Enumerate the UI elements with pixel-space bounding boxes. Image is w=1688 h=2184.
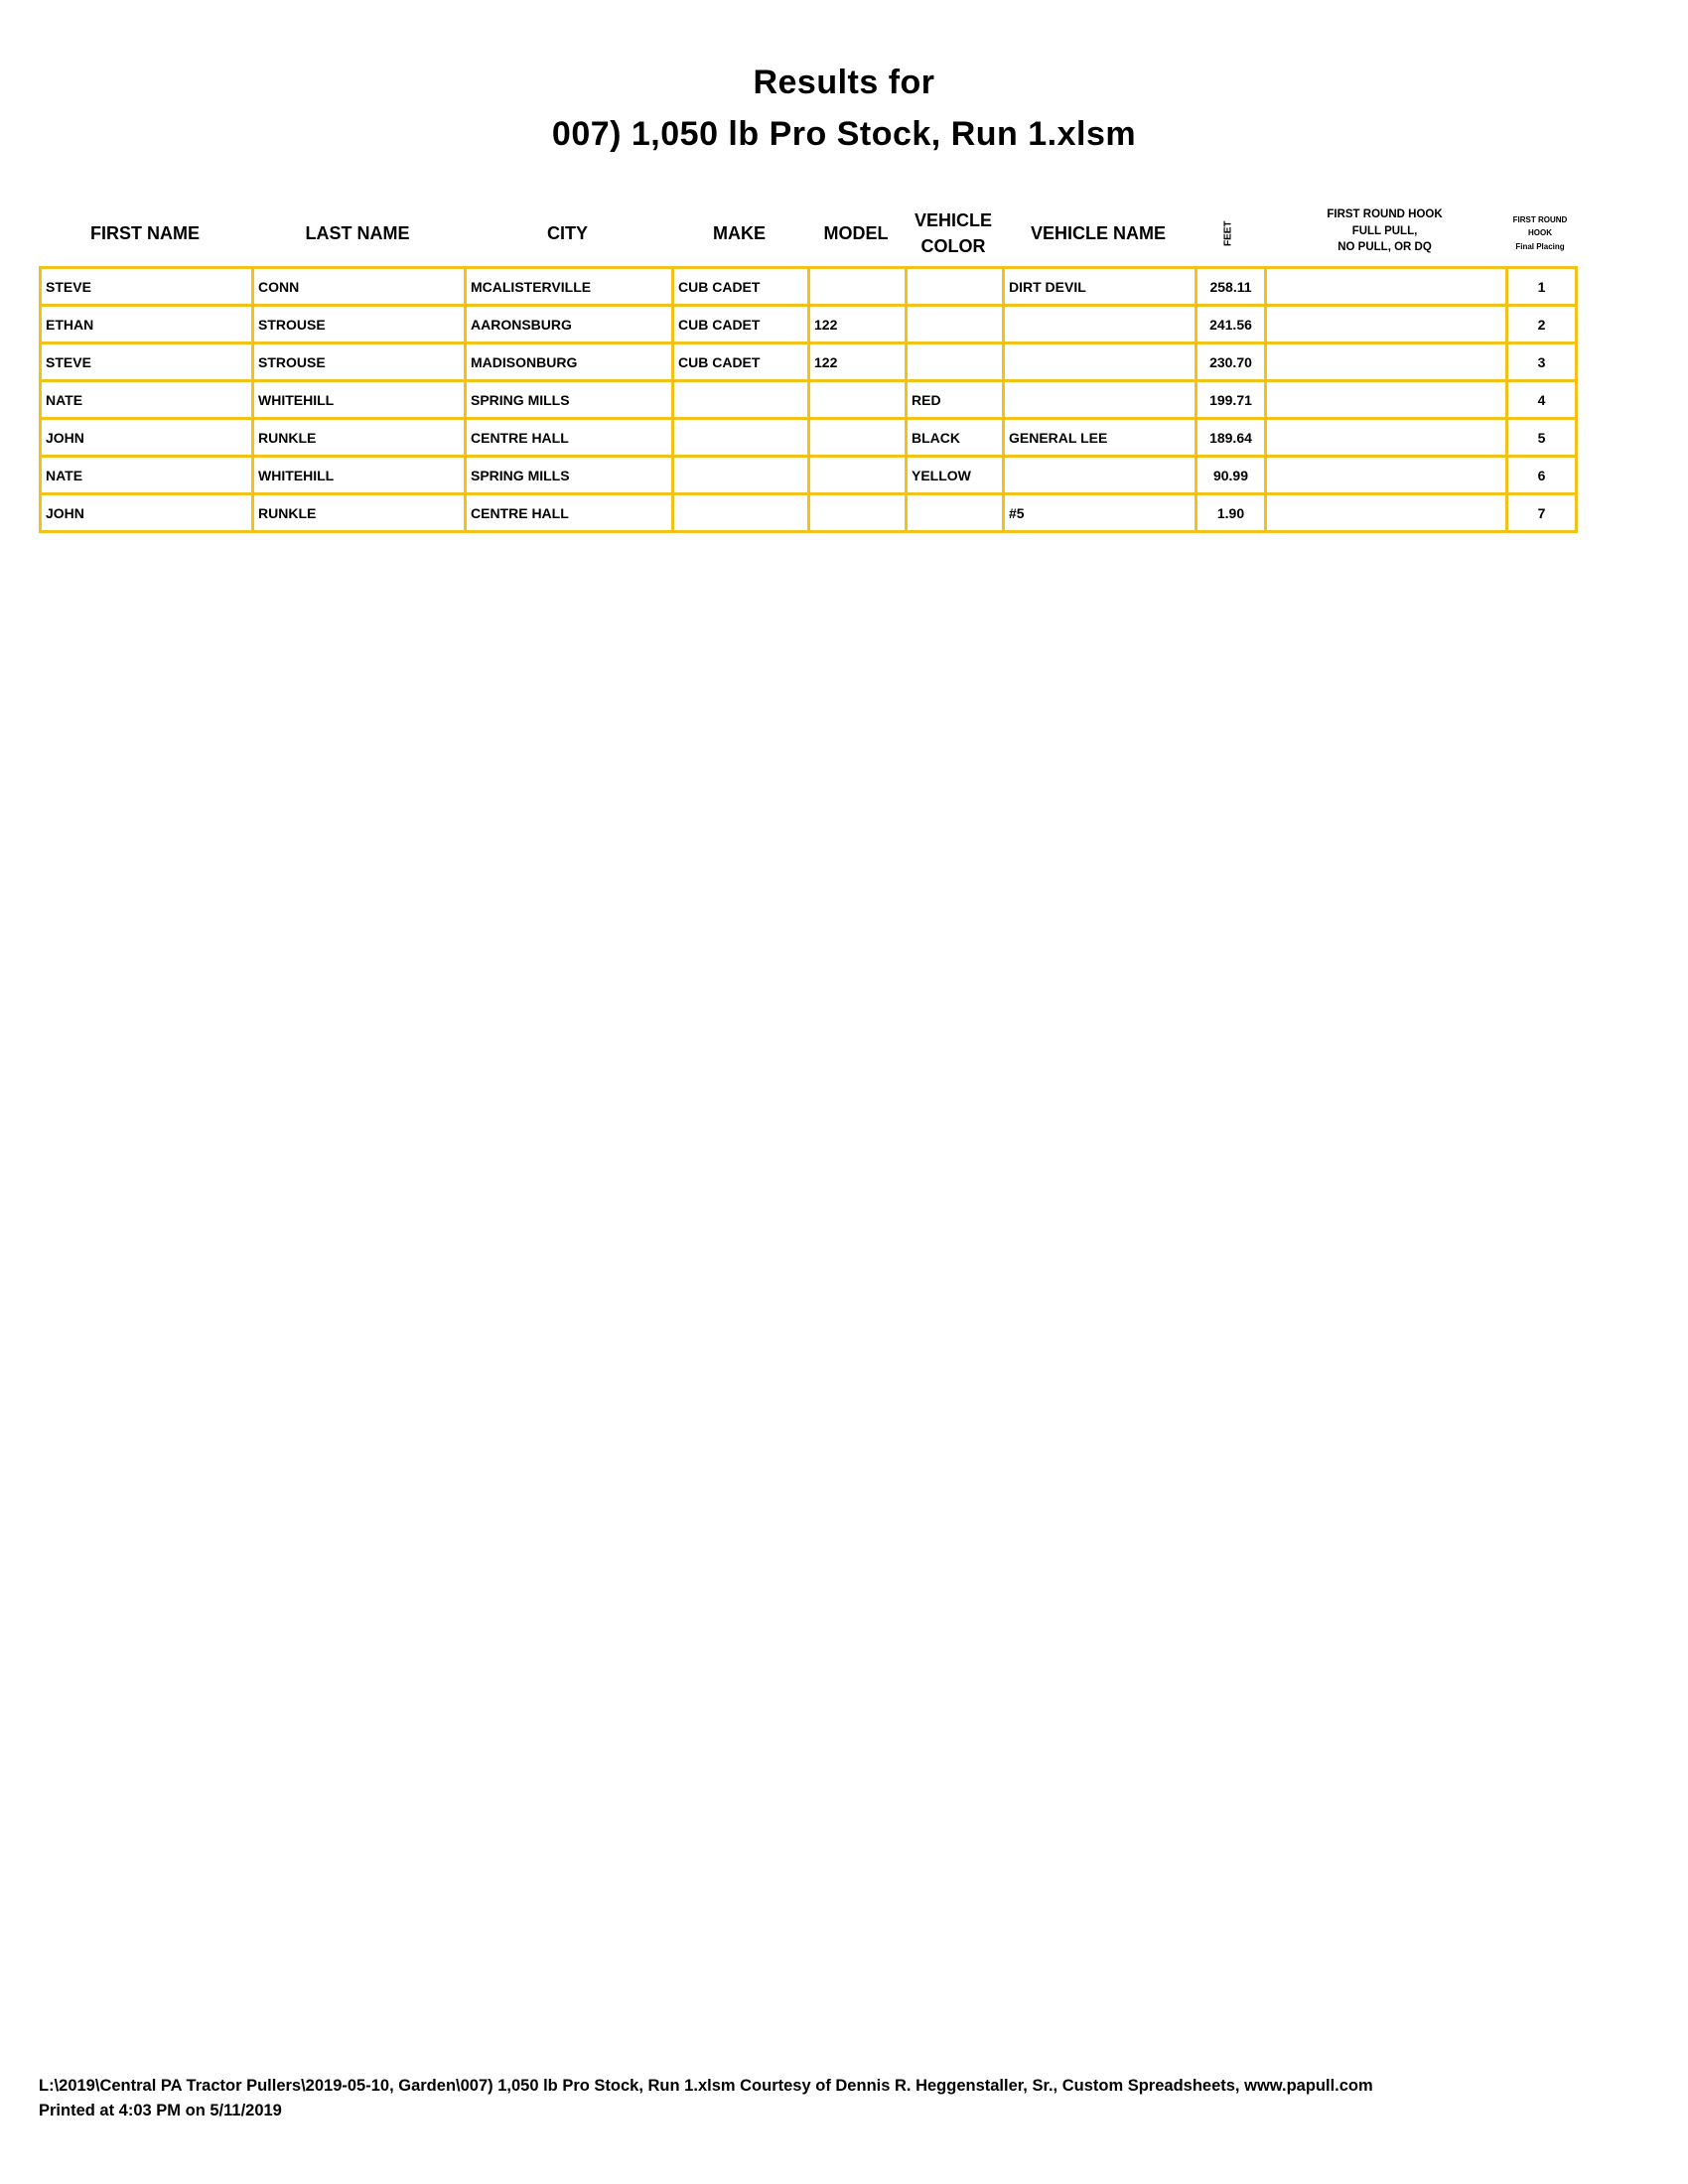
cell-first-name: STEVE <box>41 268 253 306</box>
cell-vehicle-name <box>1004 306 1196 343</box>
header-vehicle-color-line1: VEHICLE <box>914 209 992 230</box>
cell-model <box>809 494 907 532</box>
cell-vehicle-name: DIRT DEVIL <box>1004 268 1196 306</box>
cell-make: CUB CADET <box>673 306 809 343</box>
cell-city: MCALISTERVILLE <box>466 268 673 306</box>
cell-feet: 189.64 <box>1196 419 1266 457</box>
cell-final-placing: 3 <box>1507 343 1577 381</box>
cell-final-placing: 6 <box>1507 457 1577 494</box>
footer-file-path: L:\2019\Central PA Tractor Pullers\2019-05-10, Garden\007) 1,050 lb Pro Stock, Run 1.xlsm Courtesy of Dennis R. Heggenstaller, Sr., Custom Spreadsheets, www.papull.com <box>39 2077 1373 2095</box>
cell-city: SPRING MILLS <box>466 381 673 419</box>
header-placing-line2: HOOK <box>1528 228 1552 238</box>
cell-feet: 241.56 <box>1196 306 1266 343</box>
cell-last-name: STROUSE <box>253 343 466 381</box>
page-subtitle: 007) 1,050 lb Pro Stock, Run 1.xlsm <box>551 115 1137 153</box>
cell-city: CENTRE HALL <box>466 419 673 457</box>
cell-feet: 230.70 <box>1196 343 1266 381</box>
cell-hook <box>1266 343 1507 381</box>
cell-city: MADISONBURG <box>466 343 673 381</box>
cell-vehicle-color: BLACK <box>907 419 1004 457</box>
cell-vehicle-color: RED <box>907 381 1004 419</box>
header-placing-line3: Final Placing <box>1515 241 1565 251</box>
cell-first-name: ETHAN <box>41 306 253 343</box>
cell-model <box>809 268 907 306</box>
cell-feet: 258.11 <box>1196 268 1266 306</box>
table-row <box>41 457 1577 494</box>
header-feet-label: FEET <box>1222 220 1234 246</box>
cell-make <box>673 494 809 532</box>
cell-make: CUB CADET <box>673 268 809 306</box>
cell-make <box>673 419 809 457</box>
header-vehicle-color-line2: COLOR <box>920 236 986 256</box>
results-table <box>39 266 1578 533</box>
cell-vehicle-name: GENERAL LEE <box>1004 419 1196 457</box>
header-first-round-hook <box>1264 199 1505 264</box>
cell-final-placing: 2 <box>1507 306 1577 343</box>
cell-model: 122 <box>809 343 907 381</box>
cell-city: SPRING MILLS <box>466 457 673 494</box>
header-feet <box>1195 208 1264 258</box>
cell-vehicle-color <box>907 343 1004 381</box>
cell-final-placing: 4 <box>1507 381 1577 419</box>
cell-hook <box>1266 494 1507 532</box>
cell-hook <box>1266 419 1507 457</box>
cell-vehicle-color: YELLOW <box>907 457 1004 494</box>
cell-first-name: STEVE <box>41 343 253 381</box>
cell-final-placing: 7 <box>1507 494 1577 532</box>
header-model: MODEL <box>823 222 889 243</box>
header-hook-line2: FULL PULL, <box>1351 224 1418 237</box>
table-row <box>41 381 1577 419</box>
cell-hook <box>1266 381 1507 419</box>
header-city: CITY <box>546 222 588 243</box>
table-row <box>41 306 1577 343</box>
cell-last-name: RUNKLE <box>253 419 466 457</box>
cell-last-name: RUNKLE <box>253 494 466 532</box>
page-title: Results for <box>753 64 935 101</box>
cell-vehicle-name <box>1004 457 1196 494</box>
cell-first-name: JOHN <box>41 494 253 532</box>
cell-city: CENTRE HALL <box>466 494 673 532</box>
cell-first-name: NATE <box>41 381 253 419</box>
footer-printed-at: Printed at 4:03 PM on 5/11/2019 <box>39 2102 282 2119</box>
header-hook-line3: NO PULL, OR DQ <box>1337 241 1432 254</box>
cell-first-name: JOHN <box>41 419 253 457</box>
cell-feet: 199.71 <box>1196 381 1266 419</box>
header-last-name: LAST NAME <box>305 222 410 243</box>
header-hook-line1: FIRST ROUND HOOK <box>1327 207 1443 220</box>
header-final-placing <box>1505 208 1575 258</box>
cell-first-name: NATE <box>41 457 253 494</box>
cell-vehicle-name <box>1004 381 1196 419</box>
cell-model <box>809 457 907 494</box>
cell-final-placing: 1 <box>1507 268 1577 306</box>
cell-feet: 90.99 <box>1196 457 1266 494</box>
cell-feet: 1.90 <box>1196 494 1266 532</box>
cell-vehicle-color <box>907 494 1004 532</box>
cell-last-name: CONN <box>253 268 466 306</box>
cell-vehicle-color <box>907 268 1004 306</box>
table-row <box>41 268 1577 306</box>
table-row <box>41 343 1577 381</box>
cell-vehicle-name: #5 <box>1004 494 1196 532</box>
cell-last-name: WHITEHILL <box>253 457 466 494</box>
header-first-name: FIRST NAME <box>90 222 200 243</box>
cell-model <box>809 381 907 419</box>
cell-hook <box>1266 268 1507 306</box>
header-vehicle-color <box>905 204 1002 263</box>
cell-make <box>673 457 809 494</box>
header-placing-line1: FIRST ROUND <box>1512 214 1568 224</box>
cell-make: CUB CADET <box>673 343 809 381</box>
cell-city: AARONSBURG <box>466 306 673 343</box>
cell-final-placing: 5 <box>1507 419 1577 457</box>
cell-model <box>809 419 907 457</box>
header-make: MAKE <box>713 222 766 243</box>
table-row <box>41 419 1577 457</box>
cell-vehicle-name <box>1004 343 1196 381</box>
table-row <box>41 494 1577 532</box>
cell-hook <box>1266 457 1507 494</box>
cell-last-name: WHITEHILL <box>253 381 466 419</box>
header-vehicle-name: VEHICLE NAME <box>1030 222 1166 243</box>
cell-last-name: STROUSE <box>253 306 466 343</box>
cell-hook <box>1266 306 1507 343</box>
cell-make <box>673 381 809 419</box>
cell-vehicle-color <box>907 306 1004 343</box>
cell-model: 122 <box>809 306 907 343</box>
